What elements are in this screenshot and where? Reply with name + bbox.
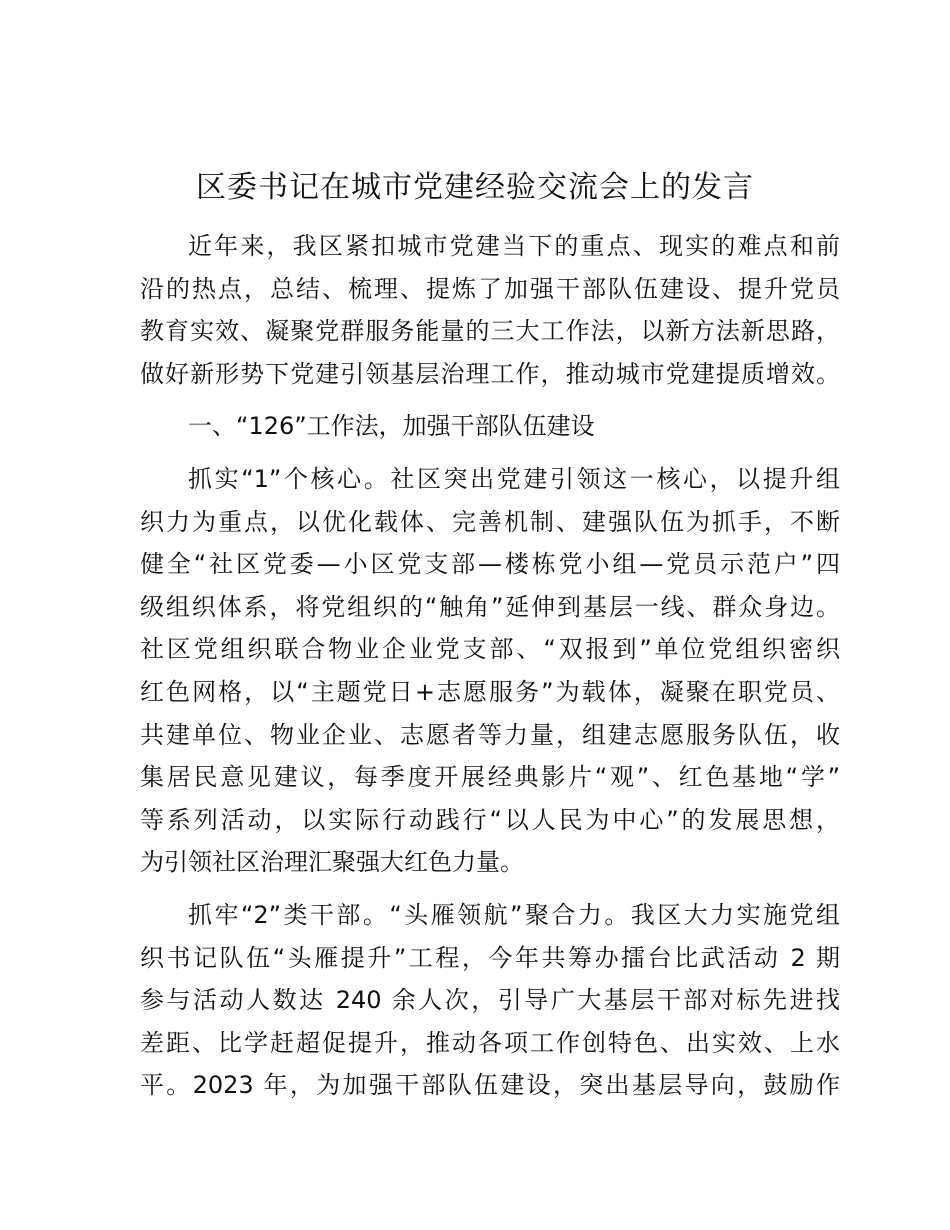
paragraph-core xyxy=(140,458,840,884)
text-line: 差距、比学赶超促提升，推动各项工作创特色、出实效、上水 xyxy=(140,1028,840,1057)
text-line: 教育实效、凝聚党群服务能量的三大工作法，以新方法新思路， xyxy=(140,317,840,346)
document-title: 区委书记在城市党建经验交流会上的发言 xyxy=(196,170,754,205)
text-line: 织力为重点，以优化载体、完善机制、建强队伍为抓手，不断 xyxy=(140,507,840,536)
paragraph-cadres xyxy=(140,894,840,1107)
text-line: 沿的热点，总结、梳理、提炼了加强干部队伍建设、提升党员 xyxy=(140,274,840,303)
text-line: 做好新形势下党建引领基层治理工作，推动城市党建提质增效。 xyxy=(140,359,840,388)
text-line: 近年来，我区紧扣城市党建当下的重点、现实的难点和前 xyxy=(188,232,840,260)
document-body xyxy=(140,225,840,1107)
paragraph-gap xyxy=(140,884,840,894)
text-line: 社区党组织联合物业企业党支部、“双报到”单位党组织密织 xyxy=(140,635,840,664)
text-line: 平。2023 年，为加强干部队伍建设，突出基层导向，鼓励作 xyxy=(140,1071,840,1100)
paragraph-gap xyxy=(140,448,840,458)
text-line: 参与活动人数达 240 余人次，引导广大基层干部对标先进找 xyxy=(140,986,840,1015)
text-line: 红色网格，以“主题党日+志愿服务”为载体，凝聚在职党员、 xyxy=(140,677,840,706)
text-line: 为引领社区治理汇聚强大红色力量。 xyxy=(140,848,524,877)
paragraph-intro xyxy=(140,225,840,395)
text-line: 集居民意见建议，每季度开展经典影片“观”、红色基地“学” xyxy=(140,763,840,792)
text-line: 等系列活动，以实际行动践行“以人民为中心”的发展思想， xyxy=(140,805,840,834)
text-line: 抓牢“2”类干部。“头雁领航”聚合力。我区大力实施党组 xyxy=(188,900,840,929)
paragraph-gap xyxy=(140,395,840,405)
text-line: 一、“126”工作法，加强干部队伍建设 xyxy=(188,412,595,441)
section-heading xyxy=(140,405,840,448)
text-line: 级组织体系，将党组织的“触角”延伸到基层一线、群众身边。 xyxy=(140,592,840,621)
text-line: 织书记队伍“头雁提升”工程，今年共筹办擂台比武活动 2 期 xyxy=(140,943,840,972)
text-line: 共建单位、物业企业、志愿者等力量，组建志愿服务队伍，收 xyxy=(140,720,840,749)
text-line: 健全“社区党委—小区党支部—楼栋党小组—党员示范户”四 xyxy=(140,550,840,579)
text-line: 抓实“1”个核心。社区突出党建引领这一核心，以提升组 xyxy=(188,464,840,493)
